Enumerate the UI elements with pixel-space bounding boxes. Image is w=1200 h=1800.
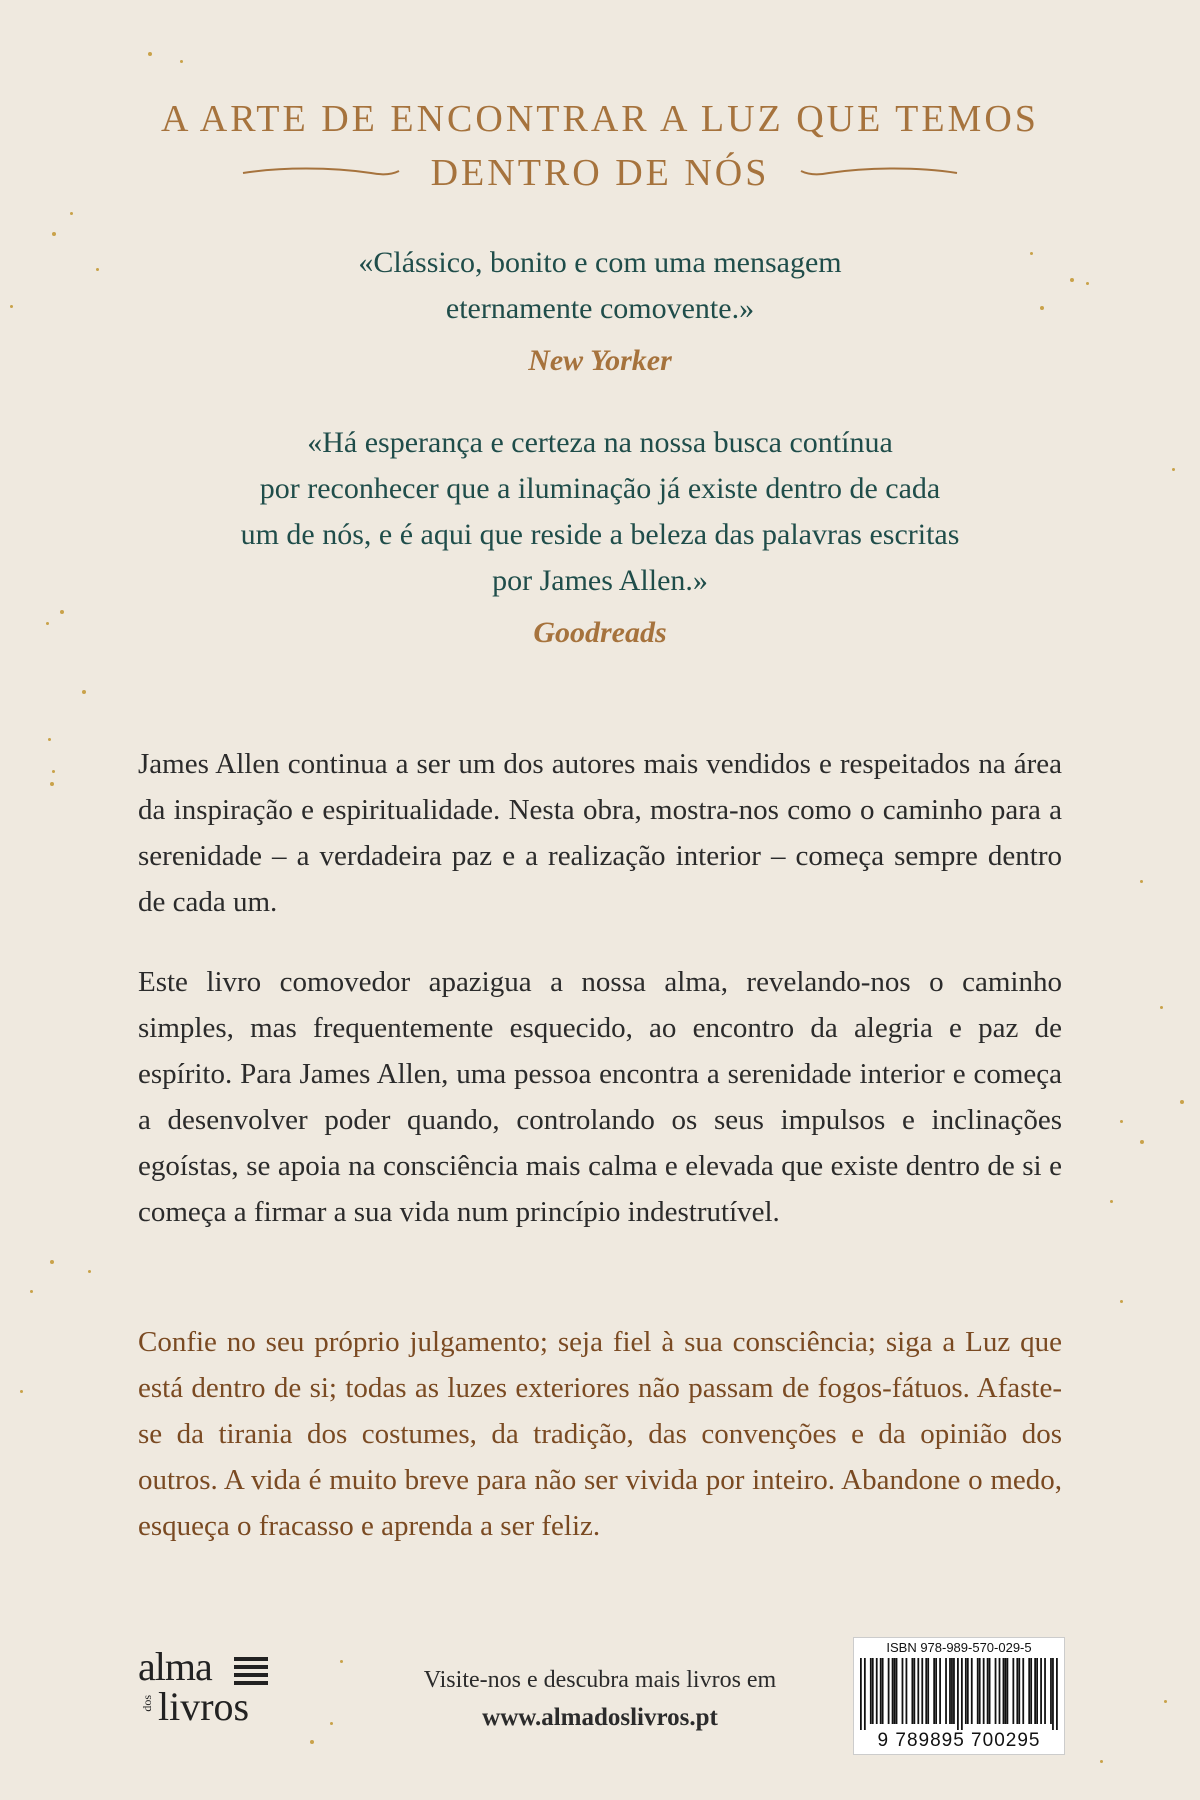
gold-speckle — [310, 1740, 314, 1744]
gold-speckle — [10, 305, 13, 308]
headline — [0, 92, 1200, 200]
barcode-bar — [949, 1658, 951, 1724]
logo-livros-text: livros — [158, 1684, 250, 1729]
barcode-bar — [953, 1658, 955, 1724]
gold-speckle — [148, 52, 152, 56]
gold-speckle — [1164, 1700, 1167, 1703]
barcode-bar — [921, 1658, 923, 1724]
gold-speckle — [1100, 1760, 1103, 1763]
website-link[interactable]: www.almadoslivros.pt — [482, 1704, 718, 1731]
isbn-label: ISBN 978-989-570-029-5 — [886, 1640, 1032, 1655]
barcode-bar — [1052, 1658, 1054, 1730]
barcode-bar — [870, 1658, 872, 1724]
gold-speckle — [1140, 880, 1143, 883]
gold-speckle — [340, 1660, 343, 1663]
gold-speckle — [180, 60, 183, 63]
barcode-bar — [979, 1658, 981, 1724]
quote-line: eternamente comovente.» — [445, 292, 755, 325]
barcode-bar — [1012, 1658, 1014, 1724]
gold-speckle — [30, 1290, 33, 1293]
barcode-bar — [961, 1658, 963, 1730]
barcode-bar — [888, 1658, 890, 1724]
barcode-bar — [1044, 1658, 1046, 1724]
quote-line: por James Allen.» — [492, 564, 708, 597]
barcode-bar — [971, 1658, 973, 1724]
barcode-bar — [1040, 1658, 1042, 1724]
gold-speckle — [1180, 1100, 1184, 1104]
barcode-bar — [945, 1658, 947, 1724]
gold-speckle — [60, 610, 64, 614]
description-paragraph-1: James Allen continua a ser um dos autores mais vendidos e respeitados na área da inspiração e espiritualidade. Nesta obra, mostra-nos como o caminho para a serenidade – a verdadeira paz e a realização interior – começa sempre dentro de cada um. — [138, 748, 1062, 918]
right-flourish-icon — [799, 165, 959, 181]
gold-speckle — [46, 622, 49, 625]
gold-speckle — [82, 690, 86, 694]
barcode-bar — [1036, 1658, 1038, 1724]
barcode-bar — [917, 1658, 919, 1724]
barcode-bar — [983, 1658, 985, 1724]
gold-speckle — [48, 738, 51, 741]
logo-dos-text: dos — [140, 1695, 154, 1712]
barcode-bar — [987, 1658, 989, 1724]
quote-line: «Há esperança e certeza na nossa busca contínua — [307, 426, 893, 459]
description-paragraph-3: Confie no seu próprio julgamento; seja fiel à sua consciência; siga a Luz que está dentro de si; todas as luzes exteriores não passam de fogos-fátuos. Afaste-se da tirania dos costumes, da tradição, das convenções e da opinião dos outros. A vida é muito breve para não ser vivida por inteiro. Abandone o medo, esqueça o fracasso e aprenda a ser feliz. — [138, 1326, 1062, 1542]
quote-line: «Clássico, bonito e com uma mensagem — [358, 246, 842, 279]
barcode-bar — [939, 1658, 941, 1724]
barcode-bar — [1022, 1658, 1024, 1724]
gold-speckle — [330, 1722, 333, 1725]
barcode-bar — [913, 1658, 915, 1724]
barcode-bar — [1016, 1658, 1018, 1724]
gold-speckle — [88, 1270, 91, 1273]
quote-source: Goodreads — [533, 616, 667, 649]
barcode-bar — [882, 1658, 884, 1724]
barcode-bar — [1034, 1658, 1036, 1724]
left-flourish-icon — [241, 165, 401, 181]
headline-line-2: DENTRO DE NÓS — [430, 152, 770, 194]
gold-speckle — [20, 1390, 23, 1393]
gold-speckle — [1160, 1006, 1163, 1009]
barcode-bar — [864, 1658, 866, 1730]
barcode-bar — [1003, 1658, 1005, 1724]
barcode-bar — [925, 1658, 927, 1724]
gold-speckle — [52, 232, 56, 236]
barcode-bar — [906, 1658, 908, 1724]
barcode-bar — [902, 1658, 904, 1724]
quote-goodreads — [100, 420, 1100, 656]
publisher-website-block — [380, 1662, 820, 1738]
gold-speckle — [1140, 1140, 1144, 1144]
quote-source: New Yorker — [528, 344, 672, 377]
barcode-bars-icon — [860, 1658, 1058, 1730]
quote-line: um de nós, e é aqui que reside a beleza das palavras escritas — [240, 518, 960, 551]
logo-alma-text: alma — [138, 1644, 212, 1689]
barcode-bar — [872, 1658, 874, 1724]
gold-speckle — [1120, 1120, 1123, 1123]
barcode-bar — [951, 1658, 953, 1724]
gold-speckle — [52, 770, 55, 773]
barcode-bar — [896, 1658, 898, 1724]
gold-speckle — [1172, 468, 1175, 471]
barcode-bar — [892, 1658, 894, 1724]
barcode-bar — [1007, 1658, 1009, 1724]
barcode-bar — [999, 1658, 1001, 1724]
ean-digits: 9 789895 700295 — [877, 1730, 1041, 1751]
isbn-barcode — [853, 1637, 1065, 1755]
publisher-logo — [138, 1645, 278, 1745]
barcode-bar — [965, 1658, 967, 1724]
barcode-bar — [1030, 1658, 1032, 1724]
barcode-bar — [933, 1658, 935, 1724]
quote-new-yorker — [100, 240, 1100, 384]
gold-speckle — [50, 1260, 54, 1264]
barcode-bar — [860, 1658, 862, 1730]
visit-text: Visite-nos e descubra mais livros em — [423, 1667, 777, 1693]
headline-line-2-row — [0, 146, 1200, 200]
barcode-bar — [1018, 1658, 1020, 1724]
barcode-bar — [1050, 1658, 1052, 1724]
barcode-bar — [1005, 1658, 1007, 1724]
barcode-bar — [935, 1658, 937, 1724]
headline-line-1: A ARTE DE ENCONTRAR A LUZ QUE TEMOS — [161, 98, 1039, 140]
description-paragraph-2: Este livro comovedor apazigua a nossa alma, revelando-nos o caminho simples, mas frequentemente esquecido, ao encontro da alegria e paz de espírito. Para James Allen, uma pessoa encontra a serenidade interior e começa a desenvolver poder quando, controlando os seus impulsos e inclinações egoístas, se apoia na consciência mais calma e elevada que existe dentro de si e começa a firmar a sua vida num princípio indestrutível. — [138, 966, 1062, 1228]
barcode-bar — [1028, 1658, 1030, 1724]
barcode-bar — [927, 1658, 929, 1724]
barcode-bar — [957, 1658, 959, 1730]
gold-speckle — [96, 268, 99, 271]
barcode-bar — [1056, 1658, 1058, 1730]
barcode-bar — [880, 1658, 882, 1724]
barcode-bar — [876, 1658, 878, 1724]
barcode-bar — [995, 1658, 997, 1724]
quote-line: por reconhecer que a iluminação já existe dentro de cada — [259, 472, 941, 505]
barcode-bar — [911, 1658, 913, 1724]
barcode-bar — [967, 1658, 969, 1724]
gold-speckle — [1120, 1300, 1123, 1303]
gold-speckle — [1110, 1200, 1113, 1203]
gold-speckle — [50, 782, 54, 786]
barcode-bar — [894, 1658, 896, 1724]
barcode-bar — [977, 1658, 979, 1724]
gold-speckle — [70, 212, 73, 215]
barcode-bar — [989, 1658, 991, 1724]
